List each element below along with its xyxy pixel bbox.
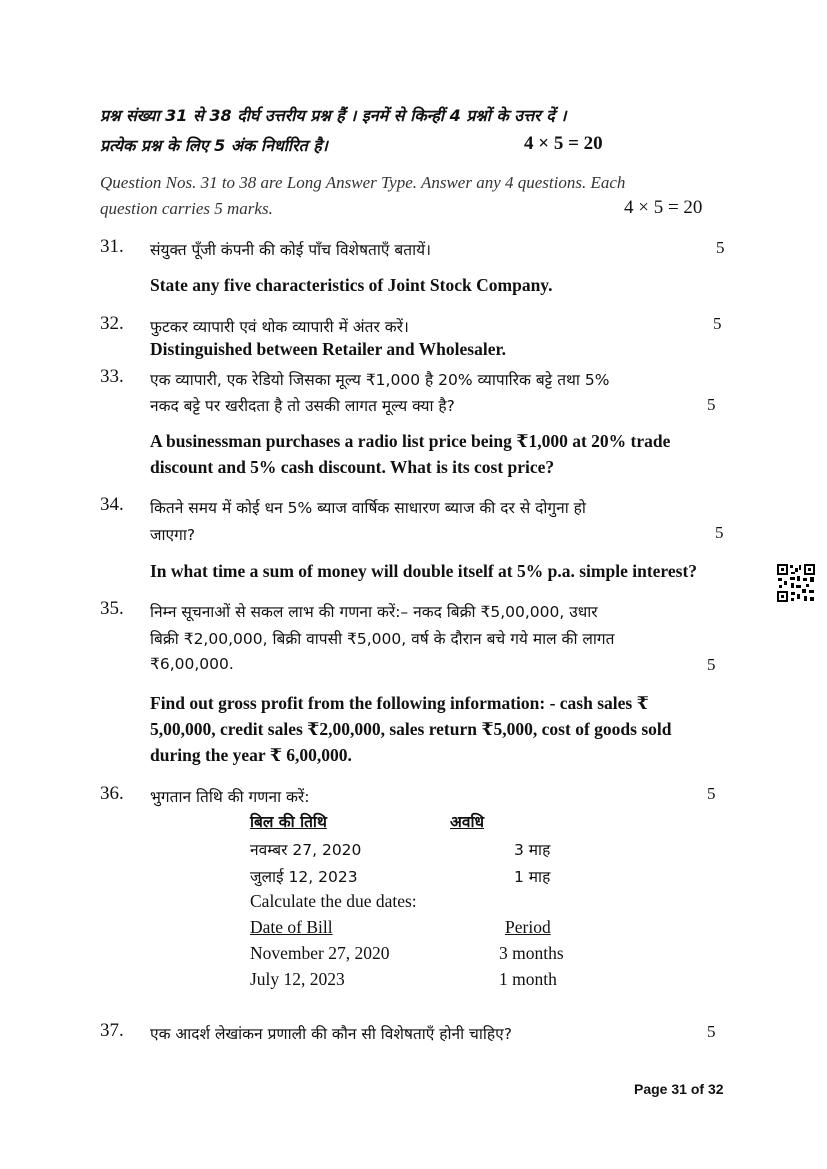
table-cell-hindi-period: 3 माह (514, 841, 551, 859)
instruction-hindi-line2: प्रत्येक प्रश्न के लिए 5 अंक निर्धारित है। (100, 136, 328, 155)
table-cell-hindi-date: नवम्बर 27, 2020 (250, 841, 362, 859)
table-cell-english-date: November 27, 2020 (250, 943, 390, 963)
table-header-hindi-period: अवधि (450, 813, 485, 831)
qr-code-icon (776, 563, 816, 603)
question-english-text: State any five characteristics of Joint Stock Company. (150, 275, 553, 295)
question-english-text: discount and 5% cash discount. What is its cost price? (150, 457, 555, 477)
question-number: 32. (100, 313, 124, 334)
table-cell-english-period: 1 month (499, 969, 557, 989)
question-number: 36. (100, 783, 124, 804)
question-hindi-text: एक आदर्श लेखांकन प्रणाली की कौन सी विशेषताएँ होनी चाहिए? (150, 1025, 512, 1043)
question-marks: 5 (715, 523, 724, 542)
table-cell-hindi-period: 1 माह (514, 868, 551, 886)
question-hindi-text: जाएगा? (150, 526, 196, 544)
question-hindi-text: फुटकर व्यापारी एवं थोक व्यापारी में अंतर करें। (150, 318, 409, 336)
footer-of-label: of (690, 1081, 705, 1097)
question-marks: 5 (713, 314, 722, 333)
table-header-english-period: Period (505, 917, 551, 937)
question-marks: 5 (707, 655, 716, 674)
question-english-text: 5,00,000, credit sales ₹2,00,000, sales return ₹5,000, cost of goods sold (150, 719, 672, 739)
question-english-text: during the year ₹ 6,00,000. (150, 745, 352, 765)
table-cell-english-date: July 12, 2023 (250, 969, 345, 989)
question-english-text: Calculate the due dates: (250, 891, 417, 911)
question-english-text: Find out gross profit from the following information: - cash sales ₹ (150, 693, 649, 713)
footer-page-label: Page (634, 1081, 668, 1097)
table-cell-english-period: 3 months (499, 943, 564, 963)
question-marks: 5 (707, 784, 716, 803)
table-header-english-date: Date of Bill (250, 917, 333, 937)
instruction-hindi-marks-formula: 4 × 5 = 20 (524, 133, 603, 154)
question-number: 37. (100, 1020, 124, 1041)
question-hindi-text: निम्न सूचनाओं से सकल लाभ की गणना करें:– नकद बिक्री ₹5,00,000, उधार (150, 603, 598, 621)
question-hindi-text: ₹6,00,000. (150, 655, 234, 673)
footer-page-number: 31 (671, 1081, 687, 1097)
question-marks: 5 (707, 395, 716, 414)
question-hindi-text: कितने समय में कोई धन 5% ब्याज वार्षिक साधारण ब्याज की दर से दोगुना हो (150, 499, 586, 517)
question-hindi-text: भुगतान तिथि की गणना करें: (150, 788, 310, 806)
question-hindi-text: नकद बट्टे पर खरीदता है तो उसकी लागत मूल्य क्या है? (150, 397, 455, 415)
question-hindi-text: बिक्री ₹2,00,000, बिक्री वापसी ₹5,000, वर्ष के दौरान बचे गये माल की लागत (150, 630, 615, 648)
instruction-english-marks-formula: 4 × 5 = 20 (624, 197, 703, 218)
instruction-hindi-line1: प्रश्न संख्या 31 से 38 दीर्घ उत्तरीय प्रश्न हैं । इनमें से किन्हीं 4 प्रश्नों के उत्तर दें । (100, 106, 567, 125)
question-hindi-text: एक व्यापारी, एक रेडियो जिसका मूल्य ₹1,000 है 20% व्यापारिक बट्टे तथा 5% (150, 371, 610, 389)
question-hindi-text: संयुक्त पूँजी कंपनी की कोई पाँच विशेषताएँ बतायें। (150, 241, 431, 259)
question-marks: 5 (716, 238, 725, 257)
question-number: 33. (100, 366, 124, 387)
question-english-text: A businessman purchases a radio list price being ₹1,000 at 20% trade (150, 431, 671, 451)
question-english-text: Distinguished between Retailer and Wholesaler. (150, 339, 507, 359)
instruction-english-line2: question carries 5 marks. (100, 199, 273, 218)
table-header-hindi-date: बिल की तिथि (250, 813, 327, 831)
question-number: 35. (100, 598, 124, 619)
footer-total-pages: 32 (707, 1081, 724, 1097)
instruction-english-line1: Question Nos. 31 to 38 are Long Answer Type. Answer any 4 questions. Each (100, 173, 626, 192)
table-cell-hindi-date: जुलाई 12, 2023 (250, 868, 358, 886)
question-number: 34. (100, 494, 124, 515)
page-footer (634, 1081, 724, 1097)
question-marks: 5 (707, 1022, 716, 1041)
question-number: 31. (100, 236, 124, 257)
question-english-text: In what time a sum of money will double itself at 5% p.a. simple interest? (150, 561, 698, 581)
